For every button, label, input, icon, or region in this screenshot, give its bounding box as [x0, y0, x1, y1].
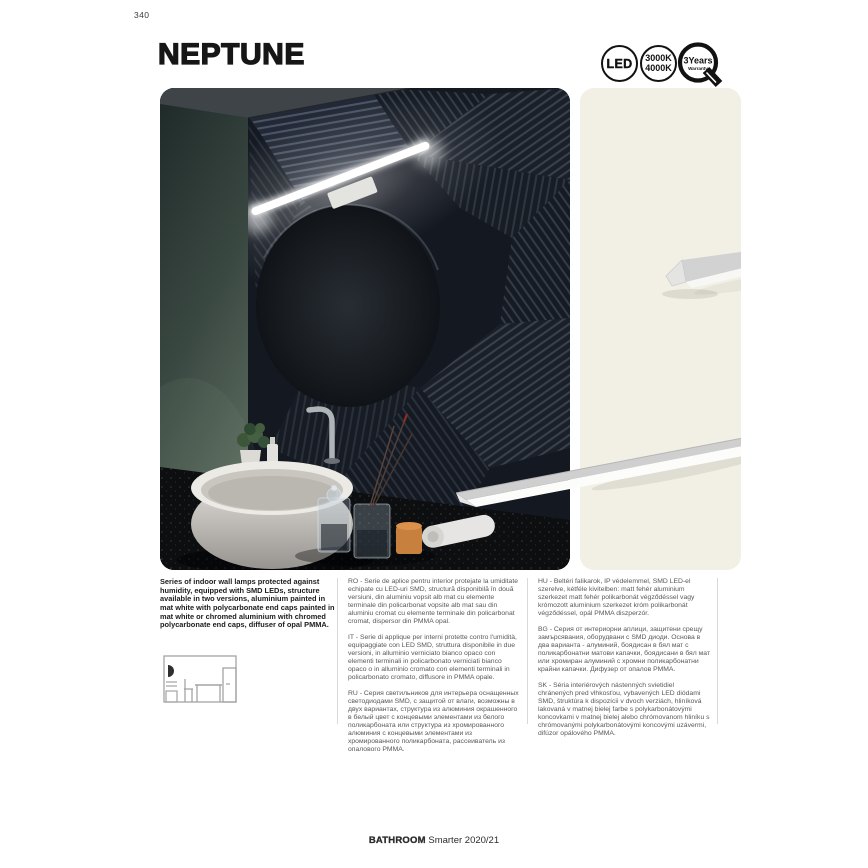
warranty-years-label: 3Years: [683, 55, 713, 66]
description-bg-text: BG - Серия от интериорни аплици, защитени срещу замърсявания, оборудвани с SMD диоди. Основа в два варианта - алуминий, боядисан в бял мат с поликарбонатни матови капачки, боядисани в бял мат или хромиран алуминий с хромни поликарбонатни крайни капачки. Дифузер от опалов PMMA.: [538, 626, 711, 674]
page-title: NEPTUNE: [158, 38, 305, 71]
column-divider: [527, 578, 528, 724]
temp-4000k-label: 4000K: [645, 62, 672, 73]
description-it-text: IT - Serie di applique per interni protette contro l'umidità, equipaggiate con LED SMD, struttura disponibile in due versioni, in alluminio verniciato bianco opaco con elementi terminali in policarbonato verniciati bianco opaco o in alluminio cromato con elementi terminali in policarbonato cromato, diffusore in PMMA opale.: [348, 634, 517, 682]
warranty-word-label: Warranty: [688, 66, 708, 71]
column-divider: [337, 578, 338, 724]
description-column-3: [538, 578, 710, 746]
warranty-q-badge-icon: [675, 41, 723, 89]
footer-suffix: Smarter 2020/21: [425, 835, 500, 846]
description-en: [160, 578, 336, 638]
description-column-2: [348, 578, 520, 762]
description-sk-text: SK - Séria interiérových nástenných svietidiel chránených pred vlhkosťou, vybavených LED diódami SMD, štruktúra k dispozícii v dvoch verziách, hliníková lakovaná v matnej bielej farbe s polykarbonátovými koncovkami v matnej bielej alebo chrómovanom hliníku s chrómovanými polykarbonátovými koncovými uzávermi, difúzor opálového PMMA.: [538, 682, 710, 738]
color-temperature-badge-icon: [640, 45, 677, 82]
description-hu-text: HU - Beltéri falikarok, IP védelemmel, SMD LED-el szerelve, kétféle kivitelben: matt fehér aluminium szerkezet matt fehér polikarbonát végződéssel vagy krómozott aluminium szerkezet króm polikarbonát végződéssel, opál PMMA diszperzór.: [538, 578, 695, 618]
description-ru-text: RU - Серия светильников для интерьера оснащенных светодиодами SMD, с защитой от влаги, возможны в двух вариантах, структура из алюминия окрашенного в белый цвет с концевыми элементами из белого поликарбоната или структура из хромированного алюминия с концевыми элементами из хромированного поликарбоната, рассеиватель из опалового PMMA.: [348, 690, 519, 754]
led-badge-icon: [601, 45, 638, 82]
footer-brandline: [0, 835, 868, 846]
description-en-text: Series of indoor wall lamps protected against humidity, equipped with SMD LEDs, structure available in two versions, aluminium painted in mat white with polycarbonate end caps painted in mat white or chromed aluminium with chromed polycarbonate end caps, diffuser of opal PMMA.: [160, 577, 335, 630]
lamp-render-bottom: [450, 425, 741, 520]
column-divider: [717, 578, 718, 724]
led-badge-label: LED: [606, 56, 633, 71]
temp-3000k-label: 3000K: [645, 53, 672, 63]
footer-brand: BATHROOM: [368, 835, 426, 846]
page-number: 340: [134, 10, 150, 20]
indoor-wall-mounting-pictogram-icon: [160, 652, 240, 710]
description-ro-text: RO - Serie de aplice pentru interior protejate la umiditate echipate cu LED-uri SMD, structură disponibilă în două versiuni, din aluminiu vopsit alb mat cu elemente terminale din policarbonat vopsite alb mat sau din aluminiu cromat cu elemente terminale din policarbonat cromat, dispersor din PMMA opal.: [348, 578, 519, 626]
lamp-render-top: [658, 236, 741, 306]
